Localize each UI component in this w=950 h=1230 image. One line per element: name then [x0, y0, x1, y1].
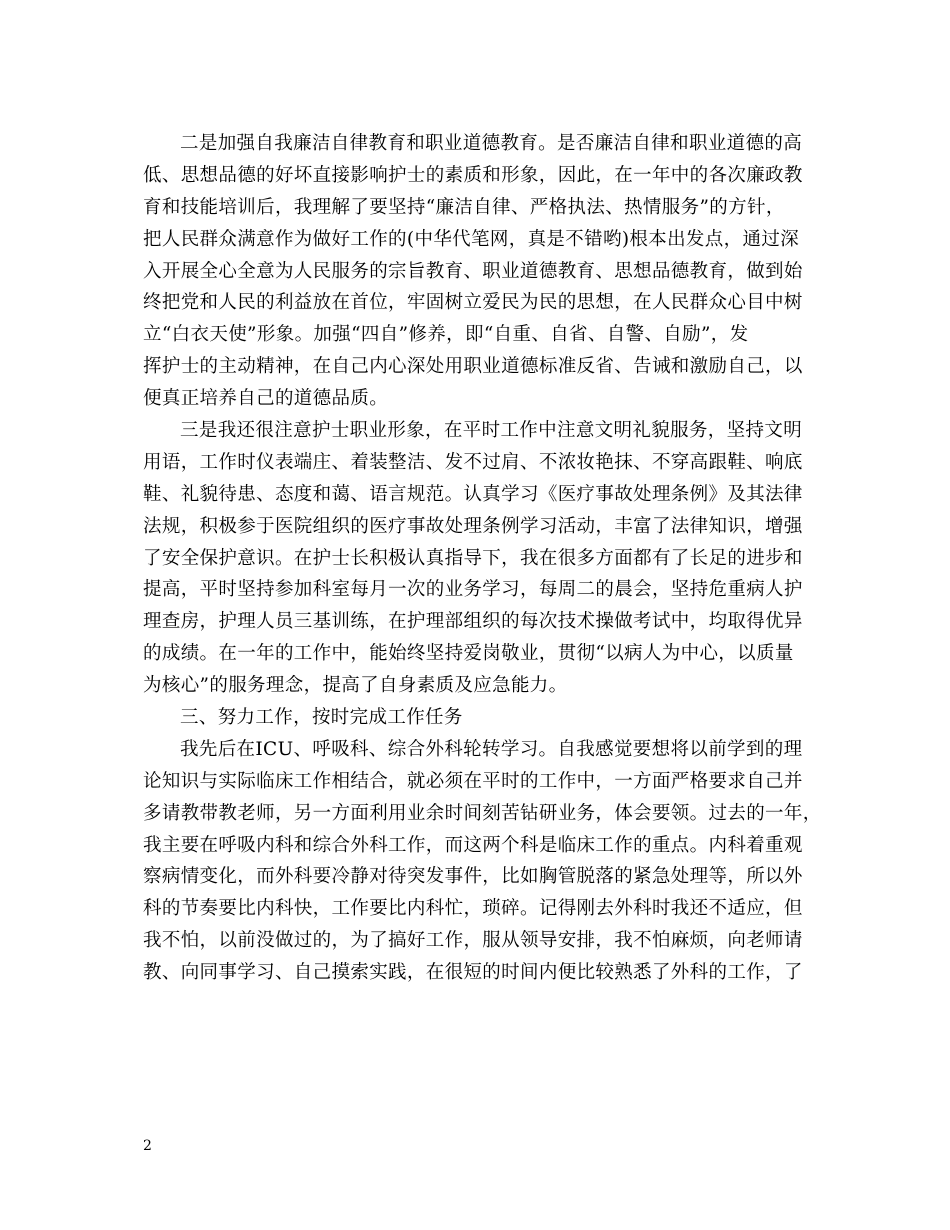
page-number: 2 [143, 1138, 152, 1154]
paragraph-line: 三是我还很注意护士职业形象，在平时工作中注意文明礼貌服务，坚持文明 [180, 420, 803, 442]
paragraph-line: 法规，积极参于医院组织的医疗事故处理条例学习活动，丰富了法律知识，增强 [143, 515, 803, 537]
paragraph-line: 我先后在ICU、呼吸科、综合外科轮转学习。自我感觉要想将以前学到的理 [180, 738, 803, 760]
paragraph-line: 察病情变化，而外科要冷静对待突发事件，比如胸管脱落的紧急处理等，所以外 [143, 866, 803, 888]
body-text [143, 128, 822, 989]
paragraph-line: 的成绩。在一年的工作中，能始终坚持爱岗敬业，贯彻“以病人为中心，以质量 [143, 643, 794, 665]
paragraph-line: 二是加强自我廉洁自律教育和职业道德教育。是否廉洁自律和职业道德的高 [180, 133, 803, 154]
paragraph-line: 理查房，护理人员三基训练，在护理部组织的每次技术操做考试中，均取得优异 [143, 611, 803, 633]
paragraph-line: 多请教带教老师，另一方面利用业余时间刻苦钻研业务，体会要领。过去的一年， [143, 802, 822, 824]
paragraph-line: 立“白衣天使”形象。加强“四自”修养，即“自重、自省、自警、自励”，发 [143, 324, 749, 346]
paragraph-line: 我主要在呼吸内科和综合外科工作，而这两个科是临床工作的重点。内科着重观 [143, 834, 803, 856]
paragraph-line: 终把党和人民的利益放在首位，牢固树立爱民为民的思想，在人民群众心目中树 [143, 292, 803, 314]
paragraph-line: 为核心”的服务理念，提高了自身素质及应急能力。 [143, 675, 568, 697]
paragraph-line: 提高，平时坚持参加科室每月一次的业务学习，每周二的晨会，坚持危重病人护 [143, 579, 803, 601]
paragraph-line: 低、思想品德的好坏直接影响护士的素质和形象，因此，在一年中的各次廉政教 [143, 164, 803, 186]
paragraph-line: 把人民群众满意作为做好工作的(中华代笔网，真是不错哟)根本出发点，通过深 [143, 228, 800, 250]
paragraph-line: 用语，工作时仪表端庄、着装整洁、发不过肩、不浓妆艳抹、不穿高跟鞋、响底 [143, 451, 803, 473]
paragraph-line: 论知识与实际临床工作相结合，就必须在平时的工作中，一方面严格要求自己并 [143, 770, 803, 792]
section-heading: 三、努力工作，按时完成工作任务 [180, 707, 463, 729]
paragraph-line: 育和技能培训后，我理解了要坚持“廉洁自律、严格执法、热情服务”的方针， [143, 196, 785, 218]
paragraph-line: 入开展全心全意为人民服务的宗旨教育、职业道德教育、思想品德教育，做到始 [143, 260, 803, 282]
paragraph-line: 我不怕，以前没做过的，为了搞好工作，服从领导安排，我不怕麻烦，向老师请 [143, 930, 803, 952]
paragraph-line: 教、向同事学习、自己摸索实践，在很短的时间内便比较熟悉了外科的工作，了 [143, 962, 803, 984]
paragraph-line: 挥护士的主动精神，在自己内心深处用职业道德标准反省、告诫和激励自己，以 [143, 356, 803, 378]
paragraph-line: 鞋、礼貌待患、态度和蔼、语言规范。认真学习《医疗事故处理条例》及其法律 [143, 483, 803, 505]
paragraph-line: 便真正培养自己的道德品质。 [143, 388, 389, 410]
paragraph-line: 科的节奏要比内科快，工作要比内科忙，琐碎。记得刚去外科时我还不适应，但 [143, 898, 803, 920]
paragraph-line: 了安全保护意识。在护士长积极认真指导下，我在很多方面都有了长足的进步和 [143, 547, 803, 569]
